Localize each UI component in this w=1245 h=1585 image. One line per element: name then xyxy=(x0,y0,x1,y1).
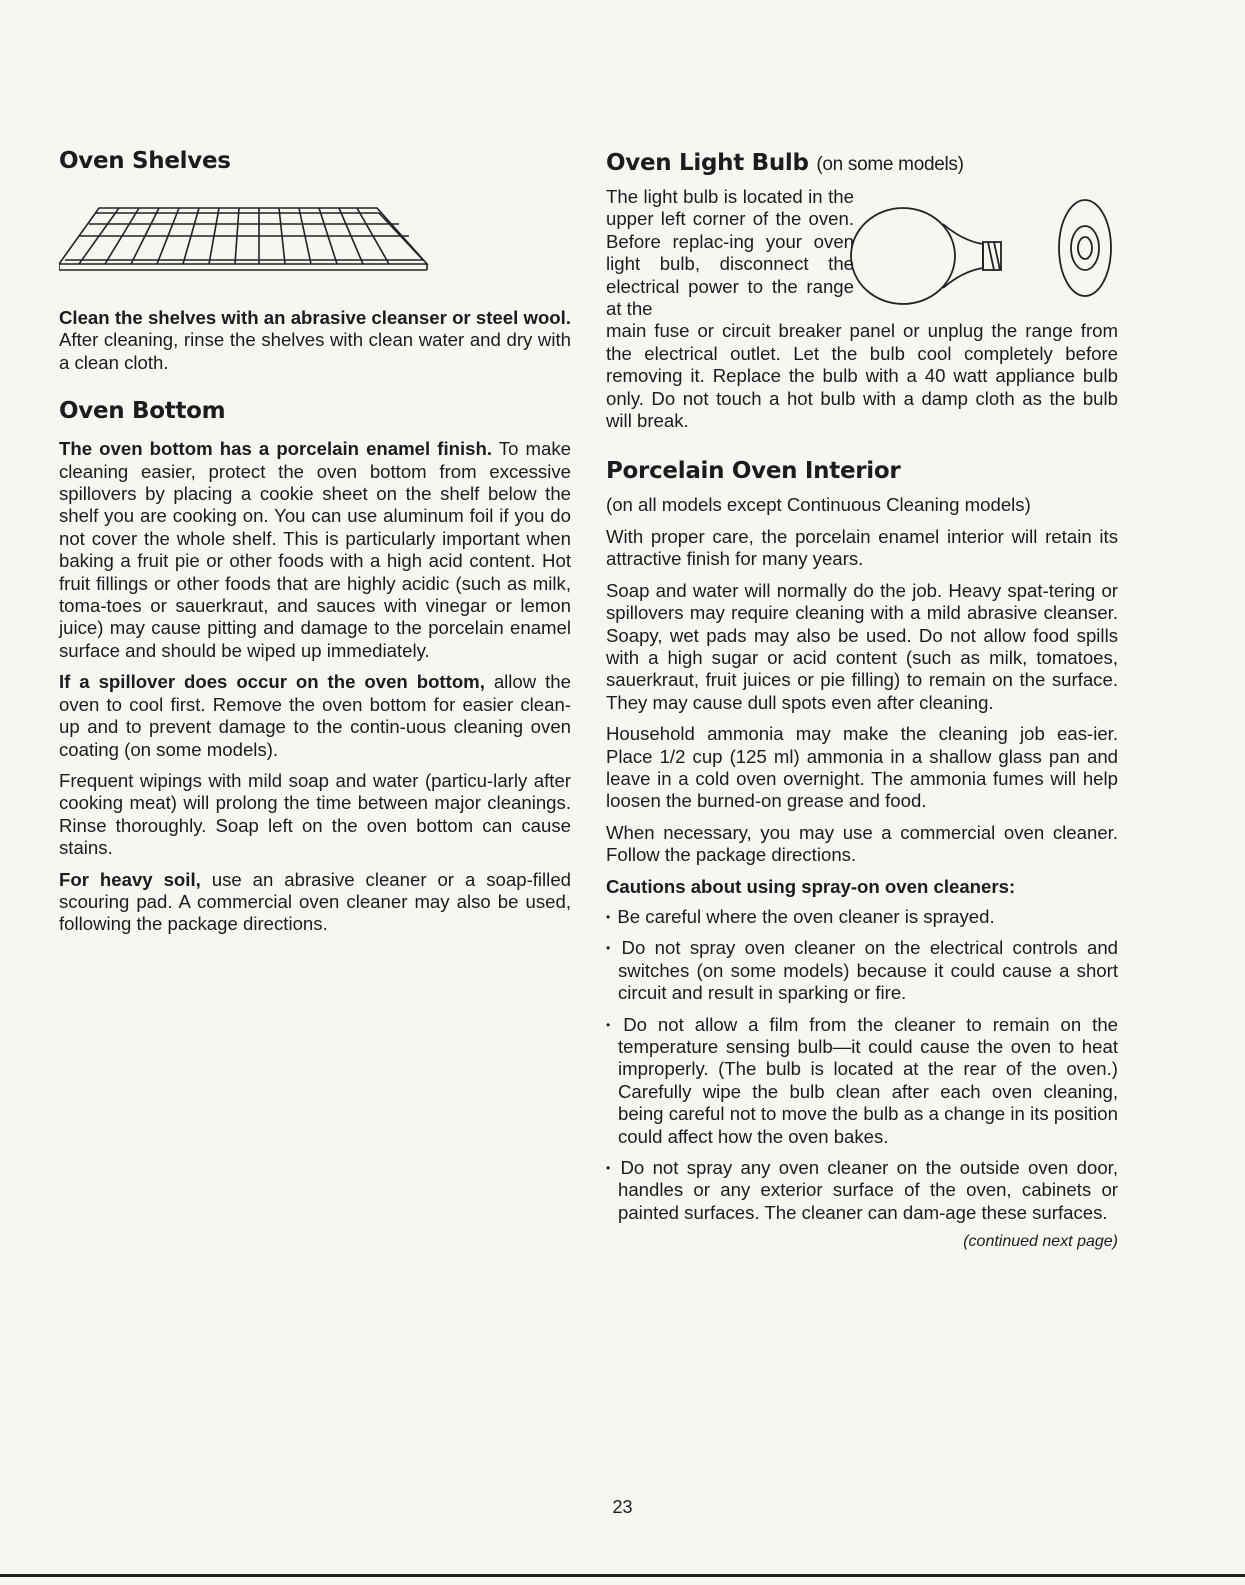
bulb-paragraph: main fuse or circuit breaker panel or unplug the range from the electrical outlet. Let the bulb cool completely before removing it. Replace the bulb with a 40 watt appliance bulb only. Do not touch a hot bulb with a damp cloth as the bulb will break. xyxy=(606,320,1118,432)
cautions-heading: Cautions about using spray-on oven cleaners: xyxy=(606,875,1016,897)
porcelain-paragraph-1: With proper care, the porcelain enamel interior will retain its attractive finish for many years. xyxy=(606,525,1118,570)
bottom-rule xyxy=(0,1574,1245,1577)
bullet-icon: • xyxy=(606,941,611,956)
oven-light-bulb-heading: Oven Light Bulb (on some models) xyxy=(606,150,964,176)
light-bulb-illustration xyxy=(848,196,1118,311)
bullet-icon: • xyxy=(606,909,611,924)
shelves-paragraph: Clean the shelves with an abrasive cleanser or steel wool. After cleaning, rinse the shelves with clean water and dry with a clean cloth. xyxy=(59,307,571,373)
page-number: 23 xyxy=(612,1497,633,1517)
list-item: • Do not spray any oven cleaner on the outside oven door, handles or any exterior surface of the oven, cabinets or painted surfaces. The cleaner can dam-age these surfaces. xyxy=(606,1157,1118,1223)
porcelain-paragraph-4: When necessary, you may use a commercial oven cleaner. Follow the package directions. xyxy=(606,821,1118,866)
left-column xyxy=(59,148,571,945)
oven-shelf-illustration xyxy=(59,204,429,274)
continued-note: (continued next page) xyxy=(963,1233,1118,1251)
bottom-paragraph-4: For heavy soil, use an abrasive cleaner or a soap-filled scouring pad. A commercial oven cleaner may also be used, following the package directions. xyxy=(59,868,571,935)
cautions-list xyxy=(606,906,1118,1224)
oven-shelves-heading: Oven Shelves xyxy=(59,148,231,174)
porcelain-note: (on all models except Continuous Cleaning models) xyxy=(606,494,1031,516)
list-item: • Do not spray oven cleaner on the electrical controls and switches (on some models) because it could cause a short circuit and result in sparking or fire. xyxy=(606,937,1118,1004)
bottom-paragraph-3: Frequent wipings with mild soap and water (particu-larly after cooking meat) will prolong the time between major cleanings. Rinse thoroughly. Soap left on the oven bottom can cause stains. xyxy=(59,769,571,859)
right-column xyxy=(606,150,1118,1251)
list-item: • Be careful where the oven cleaner is sprayed. xyxy=(606,905,995,927)
list-item: • Do not allow a film from the cleaner to remain on the temperature sensing bulb—it could cause the oven to heat improperly. (The bulb is located at the rear of the oven.) Carefully wipe the bulb clean after each oven cleaning, being careful not to move the bulb as a change in its position could affect how the oven bakes. xyxy=(606,1013,1119,1147)
oven-bottom-heading: Oven Bottom xyxy=(59,398,226,425)
porcelain-paragraph-3: Household ammonia may make the cleaning job eas-ier. Place 1/2 cup (125 ml) ammonia in a shallow glass pan and leave in a cold oven overnight. The ammonia fumes will help loosen the burned-on grease and food. xyxy=(606,723,1118,812)
porcelain-oven-interior-heading: Porcelain Oven Interior xyxy=(606,458,901,485)
light-bulb-section xyxy=(606,186,1118,320)
bulb-wrapped-text: The light bulb is located in the upper left corner of the oven. Before replac-ing your oven light bulb, disconnect the electrical power to the range at the xyxy=(606,186,854,320)
bullet-icon: • xyxy=(606,1161,611,1176)
bottom-paragraph-2: If a spillover does occur on the oven bottom, allow the oven to cool first. Remove the oven bottom for easier clean-up and to prevent damage to the contin-uous cleaning oven coating (on some models). xyxy=(59,671,571,760)
bottom-paragraph-1: The oven bottom has a porcelain enamel finish. To make cleaning easier, protect the oven bottom from excessive spillovers by placing a cookie sheet on the shelf below the shelf you are cooking on. You can use aluminum foil if you do not cover the whole shelf. This is particularly important when baking a fruit pie or other foods with a high acid content. Hot fruit fillings or other foods that are highly acidic (such as milk, toma-toes or sauerkraut, and sauces with vinegar or lemon juice) may cause pitting and damage to the porcelain enamel surface and should be wiped up immediately. xyxy=(59,438,571,661)
porcelain-paragraph-2: Soap and water will normally do the job. Heavy spat-tering or spillovers may require cleaning with a mild abrasive cleanser. Soapy, wet pads may also be used. Do not allow food spills with a high sugar or acid content (such as milk, tomatoes, sauerkraut, fruit juices or pie filling) to remain on the surface. They may cause dull spots even after cleaning. xyxy=(606,579,1118,713)
bullet-icon: • xyxy=(606,1017,611,1032)
